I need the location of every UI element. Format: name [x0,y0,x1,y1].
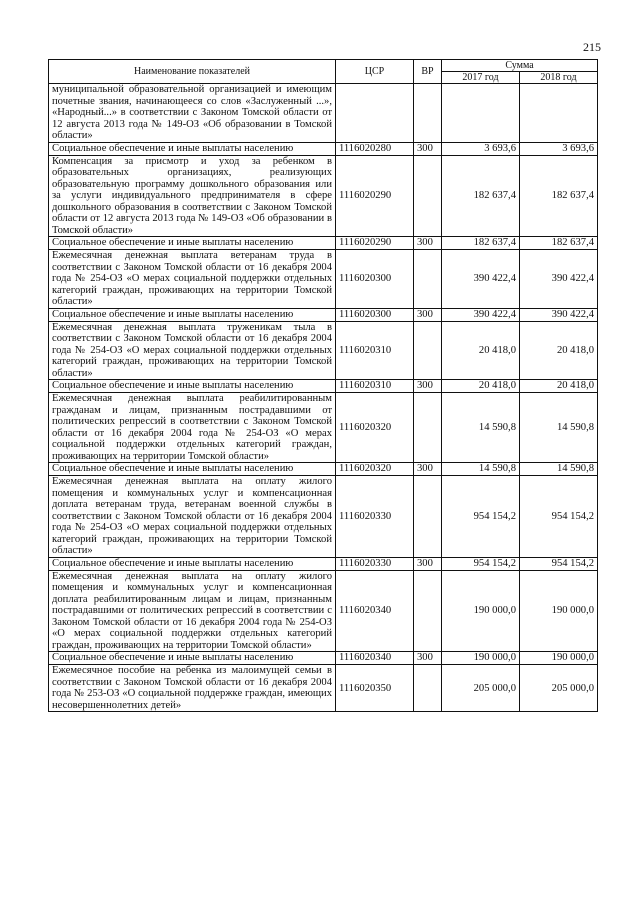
row-2017-cell: 390 422,4 [442,250,520,309]
row-name-cell: Социальное обеспечение и иные выплаты населению [49,463,336,476]
table-row-subtotal [49,380,598,393]
row-2017-cell: 190 000,0 [442,652,520,665]
row-name-cell: Ежемесячная денежная выплата ветеранам труда в соответствии с Законом Томской области от 16 декабря 2004 года № 254-ОЗ «О мерах социальной поддержки отдельных категорий граждан, проживающих на территории Томской области» [49,250,336,309]
row-name-cell: Ежемесячная денежная выплата труженикам тыла в соответствии с Законом Томской области от 16 декабря 2004 года № 254-ОЗ «О мерах социальной поддержки отдельных категорий граждан, проживающих на территории Томской области» [49,321,336,380]
row-2017-cell [442,84,520,143]
row-name-cell: муниципальной образовательной организацией и имеющим почетные звания, начинающееся со слов «Заслуженный ...», «Народный...» в соответствии с Законом Томской области от 12 августа 2013 года № 149-ОЗ «Об образовании в Томской области» [49,84,336,143]
row-vr-cell: 300 [414,237,442,250]
row-csr-cell: 1116020330 [336,557,414,570]
table-row-subtotal [49,652,598,665]
row-2017-cell: 3 693,6 [442,142,520,155]
row-csr-cell: 1116020320 [336,463,414,476]
table-row [49,250,598,309]
row-csr-cell: 1116020290 [336,237,414,250]
row-2017-cell: 190 000,0 [442,570,520,652]
row-vr-cell: 300 [414,142,442,155]
table-row-subtotal [49,237,598,250]
row-2017-cell: 14 590,8 [442,463,520,476]
table-row [49,321,598,380]
row-vr-cell: 300 [414,557,442,570]
row-csr-cell: 1116020300 [336,250,414,309]
row-2017-cell: 182 637,4 [442,237,520,250]
row-csr-cell: 1116020300 [336,308,414,321]
row-2018-cell: 205 000,0 [520,665,598,712]
table-row [49,476,598,558]
row-2018-cell: 20 418,0 [520,380,598,393]
row-name-cell: Социальное обеспечение и иные выплаты населению [49,380,336,393]
row-csr-cell: 1116020350 [336,665,414,712]
row-csr-cell: 1116020310 [336,380,414,393]
row-vr-cell [414,665,442,712]
row-2017-cell: 954 154,2 [442,476,520,558]
row-2018-cell [520,84,598,143]
header-vr: ВР [414,60,442,84]
table-row-subtotal [49,463,598,476]
table-row [49,665,598,712]
row-2018-cell: 182 637,4 [520,155,598,237]
row-name-cell: Ежемесячная денежная выплата на оплату жилого помещения и коммунальных услуг и компенсационная доплата реабилитированным лицам и лицам, признанным пострадавшими от политических репрессий в соответствии с Законом Томской области от 16 декабря 2004 года № 254-ОЗ «О мерах социальной поддержки отдельных категорий граждан, проживающих на территории Томской области» [49,570,336,652]
budget-table [48,59,598,712]
row-name-cell: Ежемесячная денежная выплата реабилитированным гражданам и лицам, признанным пострадавшими от политических репрессий в соответствии с Законом Томской области от 16 декабря 2004 года № 254-ОЗ «О мерах социальной поддержки отдельных категорий граждан, проживающих на территории Томской области» [49,393,336,463]
row-2018-cell: 182 637,4 [520,237,598,250]
table-header [49,60,598,84]
row-vr-cell [414,393,442,463]
row-vr-cell: 300 [414,308,442,321]
row-name-cell: Компенсация за присмотр и уход за ребенком в образовательных организациях, реализующих образовательную программу дошкольного образования или за услуги индивидуального предпринимателя в сфере дошкольного образования в соответствии с Законом Томской области от 12 августа 2013 года № 149-ОЗ «Об образовании в Томской области» [49,155,336,237]
row-2017-cell: 20 418,0 [442,380,520,393]
table-row [49,84,598,143]
page-number: 215 [583,40,601,54]
row-name-cell: Социальное обеспечение и иные выплаты населению [49,308,336,321]
row-2018-cell: 390 422,4 [520,308,598,321]
row-2017-cell: 20 418,0 [442,321,520,380]
row-2018-cell: 954 154,2 [520,476,598,558]
header-year-2017: 2017 год [442,72,520,84]
row-csr-cell: 1116020280 [336,142,414,155]
row-2017-cell: 14 590,8 [442,393,520,463]
row-vr-cell [414,250,442,309]
row-2018-cell: 190 000,0 [520,570,598,652]
row-csr-cell: 1116020330 [336,476,414,558]
header-year-2018: 2018 год [520,72,598,84]
row-2018-cell: 20 418,0 [520,321,598,380]
row-2018-cell: 3 693,6 [520,142,598,155]
row-2017-cell: 182 637,4 [442,155,520,237]
table-row [49,570,598,652]
row-csr-cell: 1116020290 [336,155,414,237]
header-name: Наименование показателей [49,60,336,84]
table-body [49,84,598,712]
table-row-subtotal [49,308,598,321]
row-vr-cell [414,84,442,143]
row-csr-cell: 1116020310 [336,321,414,380]
header-sum: Сумма [442,60,598,72]
row-2018-cell: 14 590,8 [520,393,598,463]
row-2017-cell: 954 154,2 [442,557,520,570]
row-csr-cell [336,84,414,143]
row-name-cell: Ежемесячное пособие на ребенка из малоимущей семьи в соответствии с Законом Томской области от 16 декабря 2004 года № 253-ОЗ «О социальной поддержке граждан, имеющих несовершеннолетних детей» [49,665,336,712]
table-row-subtotal [49,142,598,155]
row-name-cell: Социальное обеспечение и иные выплаты населению [49,557,336,570]
row-2017-cell: 205 000,0 [442,665,520,712]
table-row [49,155,598,237]
row-vr-cell: 300 [414,463,442,476]
row-2018-cell: 190 000,0 [520,652,598,665]
row-vr-cell: 300 [414,652,442,665]
row-csr-cell: 1116020340 [336,652,414,665]
row-csr-cell: 1116020320 [336,393,414,463]
row-vr-cell [414,570,442,652]
row-2018-cell: 14 590,8 [520,463,598,476]
row-vr-cell [414,476,442,558]
row-name-cell: Социальное обеспечение и иные выплаты населению [49,237,336,250]
row-2017-cell: 390 422,4 [442,308,520,321]
row-2018-cell: 390 422,4 [520,250,598,309]
row-vr-cell: 300 [414,380,442,393]
row-name-cell: Социальное обеспечение и иные выплаты населению [49,142,336,155]
table-row-subtotal [49,557,598,570]
row-name-cell: Социальное обеспечение и иные выплаты населению [49,652,336,665]
row-vr-cell [414,155,442,237]
row-name-cell: Ежемесячная денежная выплата на оплату жилого помещения и коммунальных услуг и компенсационная доплата ветеранам труда, ветеранам военной службы в соответствии с Законом Томской области от 16 декабря 2004 года № 254-ОЗ «О мерах социальной поддержки отдельных категорий граждан, проживающих на территории Томской области» [49,476,336,558]
row-vr-cell [414,321,442,380]
header-csr: ЦСР [336,60,414,84]
row-2018-cell: 954 154,2 [520,557,598,570]
row-csr-cell: 1116020340 [336,570,414,652]
table-row [49,393,598,463]
